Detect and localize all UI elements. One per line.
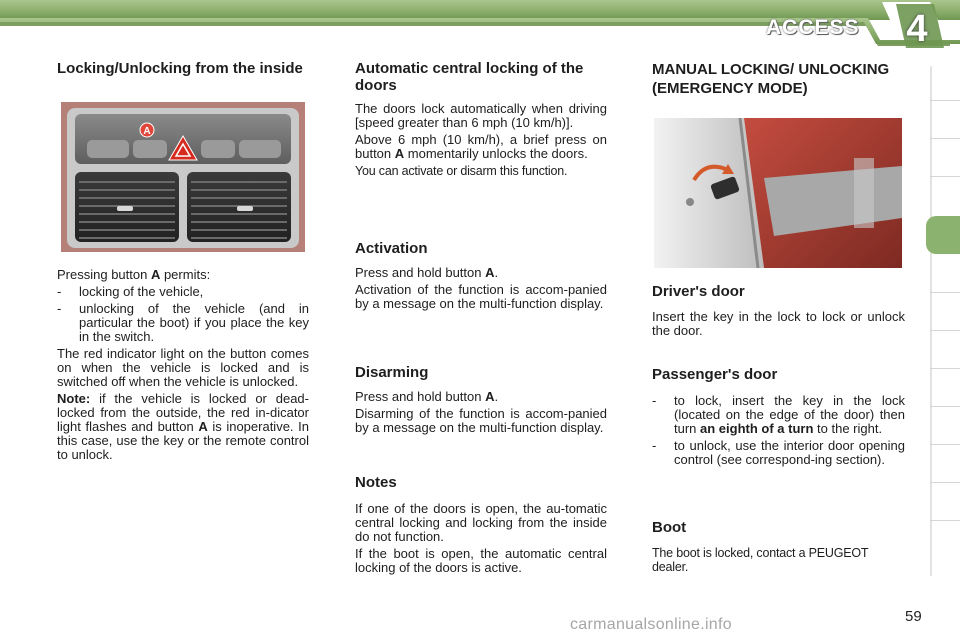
tab-divider <box>930 368 960 369</box>
indicator-paragraph: The red indicator light on the button comes on when the vehicle is locked and is switched off when the vehicle is unlocked. <box>57 346 309 389</box>
dashboard-illustration <box>61 102 305 252</box>
door-lock-figure <box>654 118 902 268</box>
auto-paragraph-3: You can activate or disarm this function. <box>355 164 568 178</box>
list-item: - to unlock, use the interior door opening control (see correspond-ing section). <box>652 438 905 467</box>
column-middle <box>355 60 607 178</box>
tab-divider <box>930 176 960 177</box>
tab-edge <box>930 66 932 576</box>
heading-disarming: Disarming <box>355 364 429 381</box>
section-title: ACCESS <box>766 16 860 39</box>
chapter-tabs <box>926 66 960 576</box>
list-item: - locking of the vehicle, <box>57 284 204 299</box>
activation-paragraph-2: Activation of the function is accom-panied by a message on the multi-function display. <box>355 282 607 311</box>
auto-paragraph-1: The doors lock automatically when driving [speed greater than 6 mph (10 km/h)]. <box>355 101 607 130</box>
driver-paragraph: Insert the key in the lock to lock or unlock the door. <box>652 309 905 338</box>
activation-paragraph-1: Press and hold button A. <box>355 265 499 280</box>
heading-passengers-door: Passenger's door <box>652 366 778 383</box>
tab-divider <box>930 520 960 521</box>
auto-paragraph-2: Above 6 mph (10 km/h), a brief press on button A momentarily unlocks the doors. <box>355 132 607 161</box>
notes-paragraph-1: If one of the doors is open, the au-tomatic central locking and locking from the inside do not function. <box>355 501 607 544</box>
tab-divider <box>930 292 960 293</box>
tab-divider <box>930 482 960 483</box>
heading-manual-locking: MANUAL LOCKING/ UNLOCKING (EMERGENCY MODE) <box>652 61 890 97</box>
notes-paragraph-2: If the boot is open, the automatic central locking of the doors is active. <box>355 546 607 575</box>
notes-section <box>355 474 607 575</box>
disarming-section <box>355 364 607 435</box>
heading-locking-inside: Locking/Unlocking from the inside <box>57 60 303 77</box>
boot-paragraph: The boot is locked, contact a PEUGEOT dealer. <box>652 546 869 574</box>
page-header <box>0 0 960 50</box>
disarming-paragraph-1: Press and hold button A. <box>355 389 499 404</box>
page-number: 59 <box>905 608 922 625</box>
figure-label-a: A <box>143 126 151 137</box>
tab-active-chapter[interactable] <box>926 216 960 254</box>
tab-divider <box>930 444 960 445</box>
note-paragraph: Note: if the vehicle is locked or dead-locked from the outside, the red in-dicator light flashes and button A is inoperative. In this case, use the key or the remote control to unlock. <box>57 391 309 462</box>
tab-divider <box>930 330 960 331</box>
intro-text: Pressing button A permits: <box>57 267 211 282</box>
list-item: - to lock, insert the key in the lock (located on the edge of the door) then turn an eighth of a turn to the right. <box>652 393 905 436</box>
disarming-paragraph-2: Disarming of the function is accom-panied by a message on the multi-function display. <box>355 406 607 435</box>
activation-section <box>355 240 607 311</box>
heading-notes: Notes <box>355 474 397 491</box>
tab-divider <box>930 100 960 101</box>
column-left-body <box>57 268 309 462</box>
heading-automatic-central-locking: Automatic central locking of the doors <box>355 60 584 94</box>
list-item: - unlocking of the vehicle (and in particular the boot) if you place the key in the switch. <box>57 301 309 344</box>
column-right <box>652 60 905 98</box>
passenger-door-section <box>652 366 905 467</box>
heading-activation: Activation <box>355 240 428 257</box>
dashboard-button-figure <box>61 102 305 252</box>
heading-drivers-door: Driver's door <box>652 283 745 300</box>
column-left <box>57 60 309 77</box>
tab-divider <box>930 406 960 407</box>
heading-boot: Boot <box>652 519 687 536</box>
boot-section <box>652 519 905 574</box>
door-lock-illustration <box>654 118 902 268</box>
chapter-number: 4 <box>906 8 928 50</box>
driver-door-section <box>652 283 905 338</box>
tab-divider <box>930 138 960 139</box>
watermark-text: carmanualsonline.info <box>570 616 732 633</box>
